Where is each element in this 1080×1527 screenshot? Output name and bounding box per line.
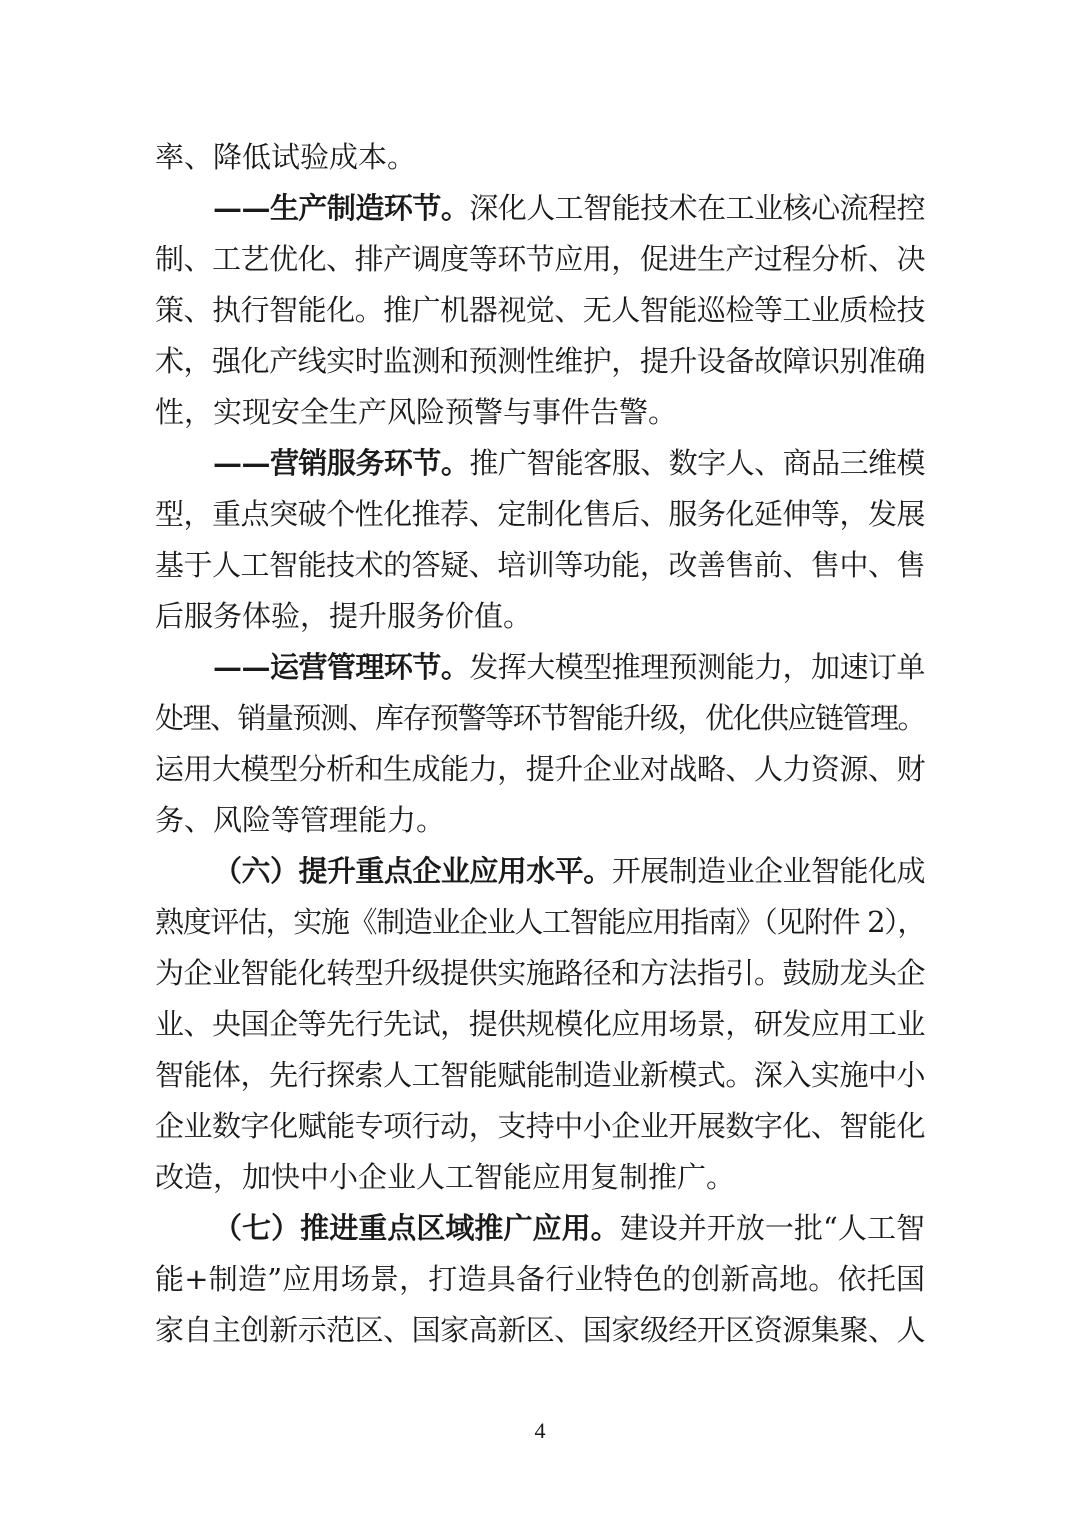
line-text: 运用大模型分析和生成能力，提升企业对战略、人力资源、财 (155, 752, 925, 786)
line-text: 开展制造业企业智能化成 (611, 854, 925, 888)
line-text: 处理、销量预测、库存预警等环节智能升级，优化供应链管理。 (155, 701, 925, 735)
text-line (155, 1152, 925, 1203)
text-line (155, 183, 925, 234)
paragraph-lead: （六）提升重点企业应用水平。 (213, 854, 612, 888)
line-text: 务、风险等管理能力。 (155, 803, 446, 837)
page-number: 4 (534, 1418, 546, 1443)
line-text: 型，重点突破个性化推荐、定制化售后、服务化延伸等，发展 (155, 497, 925, 531)
text-line (155, 846, 925, 897)
line-text: 智能体，先行探索人工智能赋能制造业新模式。深入实施中小 (155, 1058, 925, 1092)
line-text: 熟度评估，实施《制造业企业人工智能应用指南》（见附件 2）， (155, 905, 925, 939)
text-line (155, 1305, 925, 1356)
line-text: 企业数字化赋能专项行动，支持中小企业开展数字化、智能化 (155, 1109, 925, 1143)
paragraph-lead: ——生产制造环节。 (213, 191, 470, 225)
text-line (155, 540, 925, 591)
text-line (155, 285, 925, 336)
line-text: 率、降低试验成本。 (155, 140, 417, 174)
line-text: 家自主创新示范区、国家高新区、国家级经开区资源集聚、人 (155, 1313, 925, 1347)
line-text: 制、工艺优化、排产调度等环节应用，促进生产过程分析、决 (155, 242, 925, 276)
line-text: 深化人工智能技术在工业核心流程控 (469, 191, 925, 225)
text-line (155, 999, 925, 1050)
line-text: 基于人工智能技术的答疑、培训等功能，改善售前、售中、售 (155, 548, 925, 582)
line-text: 能+制造”应用场景，打造具备行业特色的创新高地。依托国 (155, 1262, 925, 1296)
paragraph-lead: ——营销服务环节。 (213, 446, 470, 480)
text-line (155, 132, 925, 183)
text-line (155, 336, 925, 387)
line-text: 后服务体验，提升服务价值。 (155, 599, 533, 633)
line-text: 策、执行智能化。推广机器视觉、无人智能巡检等工业质检技 (155, 293, 925, 327)
text-line (155, 234, 925, 285)
text-line (155, 693, 925, 744)
line-text: 术，强化产线实时监测和预测性维护，提升设备故障识别准确 (155, 344, 925, 378)
body-text (155, 132, 925, 1356)
text-line (155, 1050, 925, 1101)
text-line (155, 1254, 925, 1305)
text-line (155, 591, 925, 642)
text-line (155, 948, 925, 999)
text-line (155, 438, 925, 489)
line-text: 推广智能客服、数字人、商品三维模 (469, 446, 925, 480)
text-line (155, 489, 925, 540)
line-text: 为企业智能化转型升级提供实施路径和方法指引。鼓励龙头企 (155, 956, 925, 990)
line-text: 性，实现安全生产风险预警与事件告警。 (155, 395, 678, 429)
text-line (155, 1101, 925, 1152)
text-line (155, 1203, 925, 1254)
paragraph-lead: ——运营管理环节。 (213, 650, 470, 684)
line-text: 建设并开放一批“人工智 (619, 1211, 925, 1245)
text-line (155, 744, 925, 795)
line-text: 业、央国企等先行先试，提供规模化应用场景，研发应用工业 (155, 1007, 925, 1041)
text-line (155, 387, 925, 438)
line-text: 发挥大模型推理预测能力，加速订单 (469, 650, 925, 684)
paragraph-lead: （七）推进重点区域推广应用。 (213, 1211, 620, 1245)
text-line (155, 795, 925, 846)
line-text: 改造，加快中小企业人工智能应用复制推广。 (155, 1160, 736, 1194)
text-line (155, 897, 925, 948)
text-line (155, 642, 925, 693)
